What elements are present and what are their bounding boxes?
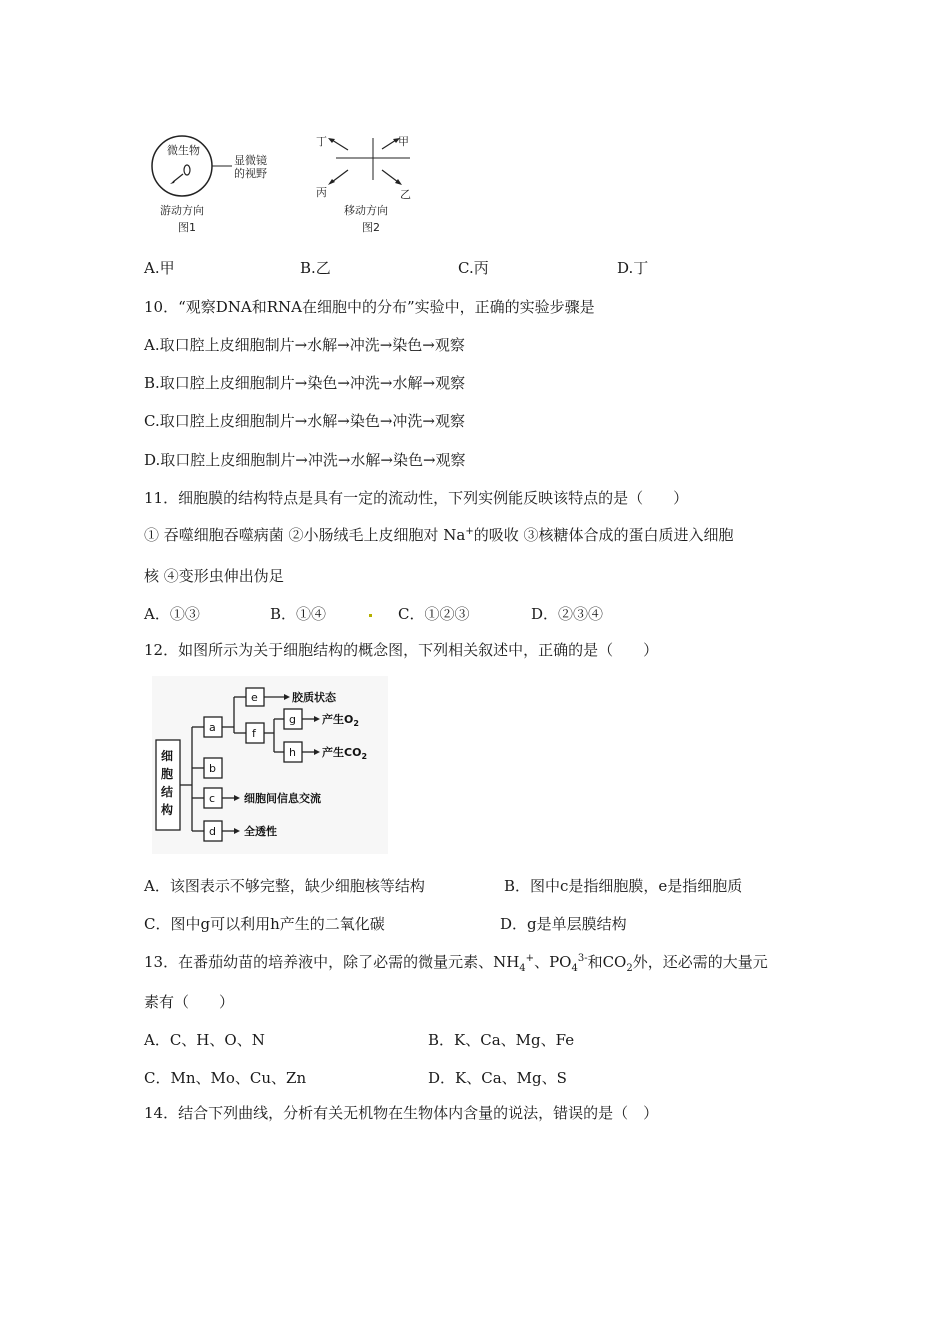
q13-option-c: C．Mn、Mo、Cu、Zn [144,1069,307,1087]
h-description: 产生$CO_2$ [322,746,368,761]
fig2-bottom-label: 移动方向 [344,204,388,217]
q11-line-2: 核 ④变形虫伸出伪足 [144,567,284,585]
fig2-yi: 乙 [400,188,411,201]
node-c-label: c [209,792,216,805]
arrow-yi [382,170,398,182]
q9-option-b: B.乙 [300,259,331,277]
node-d-label: d [209,825,216,838]
q13-option-a: A．C、H、O、N [144,1031,265,1049]
q9-option-c: C.丙 [458,259,489,277]
q9-option-a: A.甲 [144,259,175,277]
arrow-jia [382,140,396,149]
q12-option-b: B．图中c是指细胞膜，e是指细胞质 [504,877,743,895]
figure-1-drawing [148,132,288,237]
root-label-2: 胞 [161,767,174,781]
node-f-label: f [252,727,256,740]
q12-stem: 12．如图所示为关于细胞结构的概念图，下列相关叙述中，正确的是（ ） [144,641,659,659]
stray-dot [369,614,372,617]
q11-option-b: B．①④ [270,605,327,623]
q11-line-1: ① 吞噬细胞吞噬病菌 ②小肠绒毛上皮细胞对 Na+的吸收 ③核糖体合成的蛋白质进入细胞 [144,526,734,544]
e-description: 胶质状态 [292,691,336,704]
q10-option-a: A.取口腔上皮细胞制片→水解→冲洗→染色→观察 [144,336,465,354]
q12-option-d: D．g是单层膜结构 [500,915,627,933]
node-g-label: g [289,713,296,726]
cell-structure-diagram [152,676,388,858]
arrow-ding [332,140,348,150]
q14-stem: 14．结合下列曲线，分析有关无机物在生物体内含量的说法，错误的是（ ） [144,1104,659,1122]
q10-option-b: B.取口腔上皮细胞制片→染色→冲洗→水解→观察 [144,374,466,392]
node-a-label: a [209,721,216,734]
node-b-label: b [209,762,216,775]
swim-arrow [170,179,176,184]
g-description: 产生$O_2$ [322,713,359,728]
microorganism-shape [184,165,190,175]
q11-option-a: A．①③ [144,605,200,623]
q13-option-d: D．K、Ca、Mg、S [428,1069,567,1087]
fig2-ding: 丁 [316,135,327,148]
q12-option-c: C．图中g可以利用h产生的二氧化碳 [144,915,385,933]
figure-2-drawing [310,132,420,237]
root-label-4: 构 [161,803,174,817]
fig2-bing: 丙 [316,186,327,199]
fig1-caption: 图1 [178,221,196,234]
q11-option-c: C．①②③ [398,605,470,623]
q10-option-c: C.取口腔上皮细胞制片→水解→染色→冲洗→观察 [144,412,465,430]
fig1-bottom-label: 游动方向 [160,204,204,217]
node-e-label: e [251,691,258,704]
q10-option-d: D.取口腔上皮细胞制片→冲洗→水解→染色→观察 [144,451,466,469]
c-description: 细胞间信息交流 [244,792,321,805]
arrow-bing [332,170,348,182]
concept-map [152,676,388,854]
q11-stem: 11．细胞膜的结构特点是具有一定的流动性，下列实例能反映该特点的是（ ） [144,489,689,507]
q12-option-a: A．该图表示不够完整，缺少细胞核等结构 [144,877,425,895]
root-label-1: 细 [161,749,174,763]
figure-1 [148,132,288,241]
node-h-label: h [289,746,296,759]
fig2-jia: 甲 [398,135,409,148]
fig1-side-label-1: 显微镜 [234,154,267,167]
fig2-caption: 图2 [362,221,380,234]
q13-stem-line-2: 素有（ ） [144,993,235,1011]
q11-option-d: D．②③④ [531,605,604,623]
d-description: 全透性 [244,825,277,838]
fig1-inner-label: 微生物 [167,144,200,157]
root-label-3: 结 [161,785,174,799]
figure-2 [310,132,420,241]
fig1-side-label-2: 的视野 [234,167,267,180]
q13-stem: 13．在番茄幼苗的培养液中，除了必需的微量元素、$NH_4^+$、$PO_4^{3-}$和$CO_2$外，还必需的大量元 [144,953,768,974]
q13-option-b: B．K、Ca、Mg、Fe [428,1031,575,1049]
q10-stem: 10．“观察DNA和RNA在细胞中的分布”实验中，正确的实验步骤是 [144,298,595,316]
q9-option-d: D.丁 [617,259,649,277]
